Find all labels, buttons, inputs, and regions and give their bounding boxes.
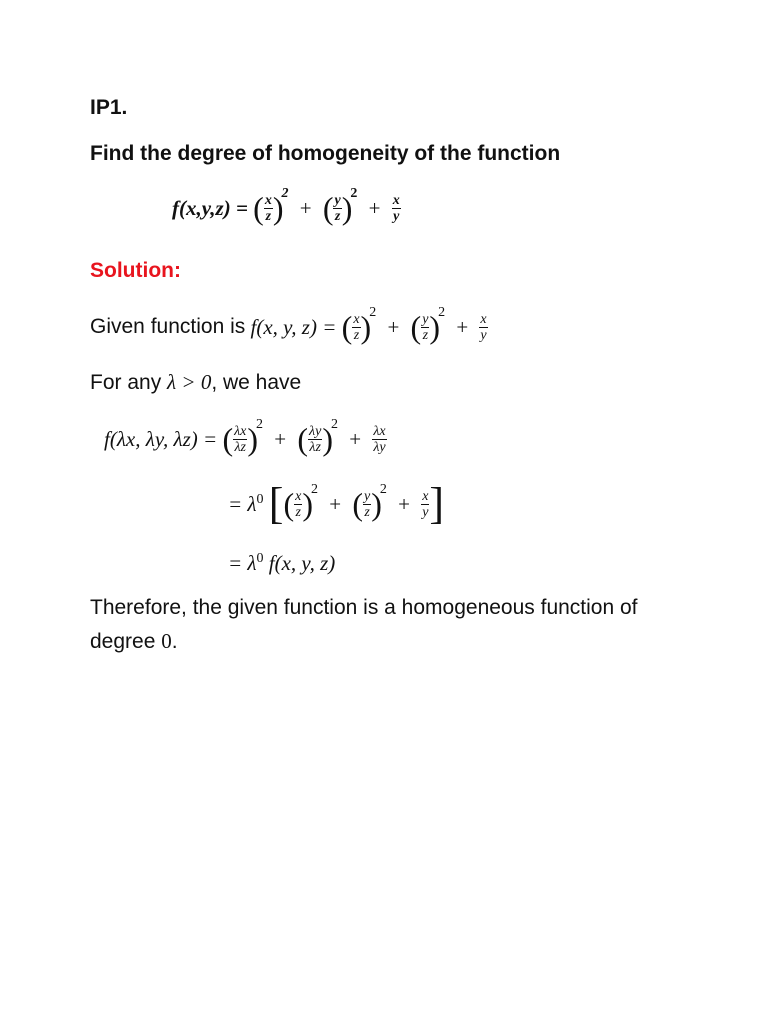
rparen: ) [371, 486, 382, 523]
conclusion-line-1: Therefore, the given function is a homogeneous function of [90, 596, 638, 619]
lparen: ( [222, 421, 234, 458]
fraction-y-over-z: $\frac{y}{z}$ [363, 488, 371, 520]
problem-equation [172, 186, 401, 227]
condition-text: For any [90, 371, 162, 394]
given-function-line [90, 305, 488, 346]
exponent: 2 [281, 186, 289, 201]
lparen: ( [352, 486, 363, 523]
plus-sign: + [387, 314, 400, 339]
lparen: ( [283, 486, 295, 523]
rparen: ) [429, 309, 441, 346]
plus-sign: + [274, 426, 287, 451]
lbracket: [ [268, 479, 284, 529]
factored-equation [228, 479, 445, 529]
condition-line [90, 372, 301, 393]
condition-math: λ > 0 [167, 370, 212, 394]
fraction-x-over-y: $\frac{x}{y}$ [480, 311, 487, 343]
final-lhs: = λ [228, 551, 257, 575]
rparen: ) [272, 190, 284, 227]
fraction-x-over-y: $\frac{x}{y}$ [392, 192, 400, 224]
exponent: 2 [369, 305, 377, 320]
lparen: ( [253, 190, 264, 227]
plus-sign: + [329, 491, 342, 516]
condition-text-end: , we have [211, 371, 302, 394]
fraction-lx-over-lz: $\frac{\lambda x}{\lambda z}$ [234, 423, 247, 455]
exponent: 2 [350, 186, 358, 201]
fraction-ly-over-lz: $\frac{\lambda y}{\lambda z}$ [309, 423, 322, 455]
rparen: ) [247, 421, 259, 458]
solution-heading: Solution: [90, 259, 181, 282]
lparen: ( [322, 190, 334, 227]
problem-id: IP1. [90, 96, 128, 119]
conclusion-line-2 [90, 631, 178, 652]
expanded-lhs: f(λx, λy, λz) = [104, 426, 218, 451]
rparen: ) [302, 486, 313, 523]
lparen: ( [297, 421, 309, 458]
rparen: ) [360, 309, 372, 346]
fraction-lx-over-ly: $\frac{\lambda x}{\lambda y}$ [373, 423, 386, 455]
exponent: 2 [438, 305, 446, 320]
factored-prefix: = $\lambda^0$ [228, 491, 264, 516]
final-rhs: f(x, y, z) [263, 551, 336, 575]
function-lhs: f(x,y,z) = [172, 195, 248, 220]
fraction-x-over-z: $\frac{x}{z}$ [295, 488, 302, 520]
fraction-y-over-z: $\frac{y}{z}$ [334, 192, 341, 224]
fraction-x-over-y: $\frac{x}{y}$ [422, 488, 429, 520]
plus-sign: + [299, 195, 312, 220]
plus-sign: + [456, 314, 469, 339]
expanded-equation [104, 417, 387, 458]
final-power: 0 [256, 551, 264, 566]
fraction-x-over-z: $\frac{x}{z}$ [264, 192, 272, 224]
fraction-y-over-z: $\frac{y}{z}$ [422, 311, 429, 343]
exponent: 2 [310, 482, 318, 497]
plus-sign: + [368, 195, 381, 220]
conclusion-degree-value: 0 [161, 629, 172, 653]
final-equation [228, 551, 335, 576]
given-lhs: f(x, y, z) = [250, 314, 337, 339]
conclusion-period: . [171, 630, 178, 653]
given-prefix: Given function is [90, 315, 246, 339]
rparen: ) [322, 421, 333, 458]
exponent: 2 [330, 417, 338, 432]
exponent: 2 [379, 482, 387, 497]
rbracket: ] [429, 479, 445, 529]
problem-statement: Find the degree of homogeneity of the function [90, 142, 561, 165]
fraction-x-over-z: $\frac{x}{z}$ [353, 311, 360, 343]
plus-sign: + [398, 491, 410, 516]
lparen: ( [341, 309, 353, 346]
exponent: 2 [256, 417, 264, 432]
conclusion-degree-label: degree [90, 630, 156, 653]
lparen: ( [410, 309, 422, 346]
plus-sign: + [349, 426, 362, 451]
rparen: ) [341, 190, 353, 227]
